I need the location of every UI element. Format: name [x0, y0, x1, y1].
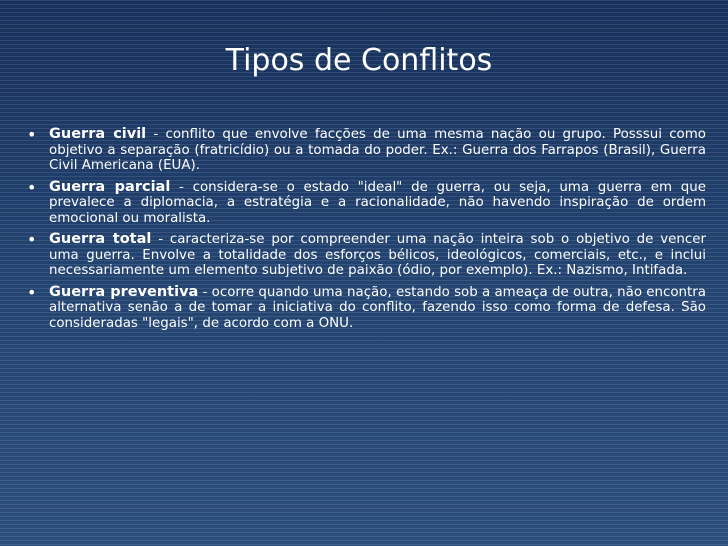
bullet-item-guerra-parcial	[26, 177, 706, 227]
bullet-term: Guerra preventiva	[49, 283, 199, 300]
bullet-term: Guerra parcial	[49, 178, 171, 195]
bullet-list	[26, 127, 706, 337]
bullet-dot-icon: •	[27, 230, 37, 249]
bullet-term: Guerra total	[49, 231, 152, 247]
bullet-item-guerra-preventiva	[26, 282, 706, 332]
bullet-item-guerra-civil	[26, 127, 706, 174]
bullet-dot-icon: •	[27, 177, 37, 197]
bullet-item-guerra-total	[26, 232, 706, 279]
bullet-text: - conflito que envolve facções de uma mesma nação ou grupo. Posssui como objetivo a separação (fratricídio) ou a tomada do poder. Ex.: Guerra dos Farrapos (Brasil), Guerra Civil Americana (EUA).	[49, 127, 706, 173]
bullet-text: - ocorre quando uma nação, estando sob a ameaça de outra, não encontra alternativa senão a de tomar a iniciativa do conflito, fazendo isso como forma de defesa. São consideradas "legais", de acordo com a ONU.	[49, 284, 706, 331]
bullet-dot-icon: •	[27, 282, 37, 302]
slide-title: Tipos de Conflitos	[225, 43, 493, 78]
bullet-term: Guerra civil	[49, 126, 147, 142]
bullet-text: - considera-se o estado "ideal" de guerra, ou seja, uma guerra em que prevalece a diplomacia, a estratégia e a racionalidade, não havendo inspiração de ordem emocional ou moralista.	[49, 179, 706, 226]
bullet-dot-icon: •	[27, 125, 37, 144]
bullet-text: - caracteriza-se por compreender uma nação inteira sob o objetivo de vencer uma guerra. Envolve a totalidade dos esforços bélicos, ideológicos, comerciais, etc., e inclui necessariamente um elemento subjetivo de paixão (ódio, por exemplo). Ex.: Nazismo, Intifada.	[49, 232, 706, 278]
